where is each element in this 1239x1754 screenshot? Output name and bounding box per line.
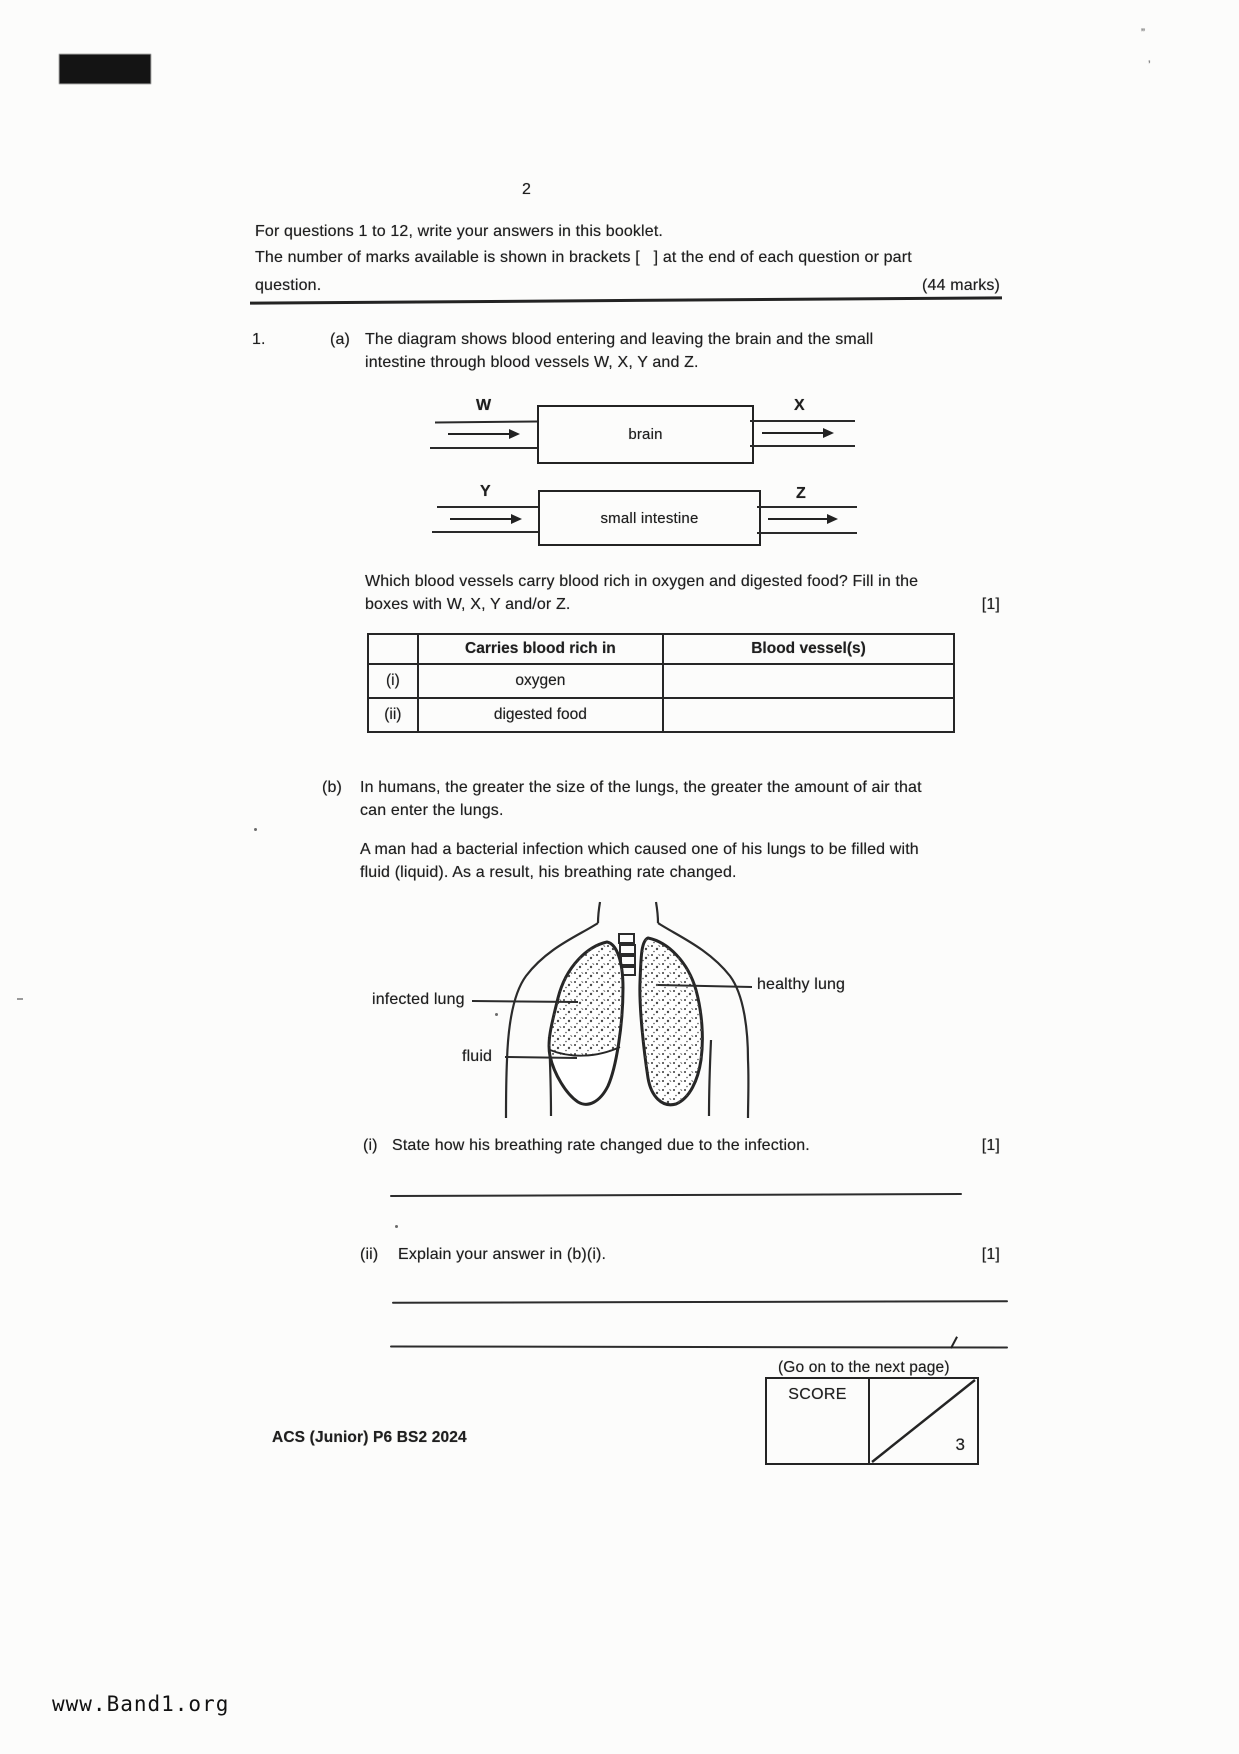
scan-speck bbox=[17, 998, 23, 1000]
answer-line bbox=[390, 1345, 1008, 1348]
part-b-text-line-2: can enter the lungs. bbox=[360, 802, 504, 819]
table-header-row bbox=[368, 634, 954, 664]
part-a-question-line-1: Which blood vessels carry blood rich in oxygen and digested food? Fill in the bbox=[365, 573, 919, 590]
scan-speck: ’ bbox=[1148, 58, 1151, 72]
flow-arrow-x bbox=[762, 432, 824, 434]
vessel-label-x: X bbox=[794, 397, 805, 414]
part-b-text-line-4: fluid (liquid). As a result, his breathing rate changed. bbox=[360, 864, 737, 881]
vessel-line bbox=[757, 532, 857, 534]
flow-arrow-y bbox=[450, 518, 512, 520]
part-a-text-line-2: intestine through blood vessels W, X, Y and Z. bbox=[365, 354, 699, 371]
vessel-line bbox=[437, 506, 538, 508]
header-rule bbox=[250, 296, 1002, 304]
instructions-line-3: question. bbox=[255, 277, 322, 294]
instructions-line-1: For questions 1 to 12, write your answers in this booklet. bbox=[255, 223, 664, 240]
vessel-line bbox=[432, 531, 538, 533]
brain-box: brain bbox=[537, 405, 754, 464]
part-b-text-line-1: In humans, the greater the size of the lungs, the greater the amount of air that bbox=[360, 779, 922, 796]
part-b-i-text: State how his breathing rate changed due to the infection. bbox=[392, 1137, 810, 1154]
watermark: www.Band1.org bbox=[52, 1692, 230, 1716]
vessel-table bbox=[367, 633, 955, 733]
answer-line bbox=[390, 1193, 962, 1197]
part-a-question-line-2: boxes with W, X, Y and/or Z. bbox=[365, 596, 571, 613]
part-b-ii-marks: [1] bbox=[981, 1246, 1000, 1263]
vessel-line bbox=[435, 420, 537, 423]
scan-speck bbox=[254, 828, 257, 831]
table-row bbox=[368, 664, 954, 698]
row-label: (ii) bbox=[368, 698, 418, 732]
total-marks: (44 marks) bbox=[922, 277, 1000, 294]
question-1-number: 1. bbox=[252, 331, 266, 348]
fluid-label: fluid bbox=[462, 1048, 493, 1065]
part-b-i-marks: [1] bbox=[981, 1137, 1000, 1154]
footer-paper-code: ACS (Junior) P6 BS2 2024 bbox=[272, 1429, 467, 1446]
go-on-note: (Go on to the next page) bbox=[778, 1359, 950, 1376]
scan-speck: ” bbox=[1141, 26, 1146, 40]
vessel-label-y: Y bbox=[480, 483, 491, 500]
row-carries: digested food bbox=[418, 698, 663, 732]
row-label: (i) bbox=[368, 664, 418, 698]
vessel-line bbox=[750, 445, 855, 447]
vessel-line bbox=[757, 506, 857, 508]
table-row bbox=[368, 698, 954, 732]
lungs-diagram bbox=[430, 890, 830, 1130]
vessel-line bbox=[430, 447, 537, 449]
small-intestine-box: small intestine bbox=[538, 490, 761, 546]
table-header-blank bbox=[368, 634, 418, 664]
infected-lung-label: infected lung bbox=[372, 991, 465, 1008]
table-header-vessel: Blood vessel(s) bbox=[663, 634, 954, 664]
vessel-answer-cell bbox=[663, 664, 954, 698]
row-carries: oxygen bbox=[418, 664, 663, 698]
instructions-line-2: The number of marks available is shown in brackets [ ] at the end of each question or part bbox=[255, 249, 912, 266]
healthy-lung-label: healthy lung bbox=[757, 976, 846, 993]
table-header-carries: Carries blood rich in bbox=[418, 634, 663, 664]
score-label-cell bbox=[767, 1379, 870, 1463]
score-value-cell bbox=[870, 1379, 977, 1463]
score-page-number: 3 bbox=[955, 1435, 965, 1454]
infected-lung-icon bbox=[540, 928, 630, 1104]
page-number: 2 bbox=[522, 181, 532, 198]
answer-line bbox=[392, 1300, 1008, 1304]
part-a-text-line-1: The diagram shows blood entering and leaving the brain and the small bbox=[365, 331, 874, 348]
part-b-text-line-3: A man had a bacterial infection which caused one of his lungs to be filled with bbox=[360, 841, 919, 858]
healthy-lung-icon bbox=[635, 930, 710, 1110]
part-b-label: (b) bbox=[322, 779, 343, 796]
flow-arrow-w bbox=[448, 433, 510, 435]
part-b-ii-label: (ii) bbox=[360, 1246, 379, 1263]
part-a-label: (a) bbox=[330, 331, 351, 348]
part-b-ii-text: Explain your answer in (b)(i). bbox=[398, 1246, 607, 1263]
part-b-i-label: (i) bbox=[363, 1137, 378, 1154]
score-box bbox=[765, 1377, 979, 1465]
vessel-line bbox=[750, 420, 855, 422]
part-a-marks: [1] bbox=[981, 596, 1000, 613]
vessel-answer-cell bbox=[663, 698, 954, 732]
scan-speck bbox=[395, 1225, 398, 1228]
vessel-label-w: W bbox=[476, 397, 492, 414]
redaction-box bbox=[60, 55, 150, 83]
vessel-label-z: Z bbox=[796, 485, 806, 502]
score-label: SCORE bbox=[788, 1386, 847, 1403]
flow-arrow-z bbox=[768, 518, 828, 520]
